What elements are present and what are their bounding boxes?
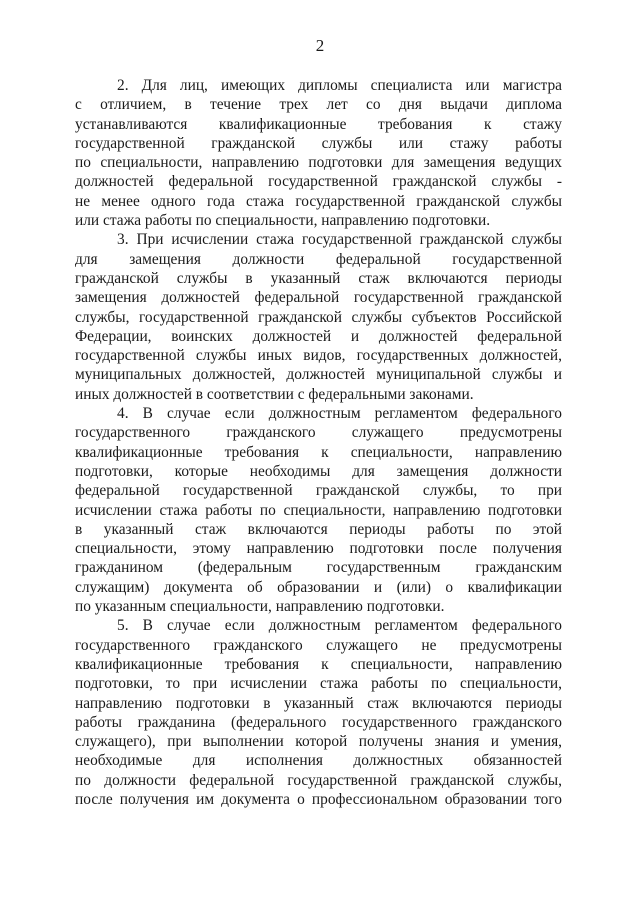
text-line: государственного гражданского служащего предусмотрены <box>75 424 562 442</box>
paragraph <box>75 76 562 230</box>
text-line: 2. Для лиц, имеющих дипломы специалиста или магистра <box>117 77 562 94</box>
text-line: или стажа работы по специальности, направлению подготовки. <box>75 212 491 230</box>
text-line: подготовки, то при исчислении стажа работы по специальности, <box>75 675 562 693</box>
text-line: государственного гражданского служащего не предусмотрены <box>75 636 562 654</box>
document-body <box>75 76 562 809</box>
text-line: 5. В случае если должностным регламентом федерального <box>117 617 562 635</box>
paragraph <box>75 616 562 809</box>
text-line: должностей федеральной государственной гражданской службы - <box>75 173 562 191</box>
text-line: государственной службы иных видов, государственных должностей, <box>75 347 562 365</box>
text-line: для замещения должности федеральной государственной <box>75 250 562 268</box>
text-line: квалификационные требования к специальности, направлению <box>75 443 562 461</box>
text-line: не менее одного года стажа государственной гражданской службы <box>75 192 562 210</box>
text-line: квалификационные требования к специальности, направлению <box>75 655 562 673</box>
text-line: необходимые для исполнения должностных обязанностей <box>75 752 562 770</box>
text-line: подготовки, которые необходимы для замещения должности <box>75 462 562 480</box>
text-line: федеральной государственной гражданской службы, то при <box>75 482 562 500</box>
text-line: служащим) документа об образовании и (или) о квалификации <box>75 578 562 596</box>
text-line: замещения должностей федеральной государственной гражданской <box>75 289 562 307</box>
text-line: служащего), при выполнении которой получены знания и умения, <box>75 733 562 751</box>
text-line: исчислении стажа работы по специальности, направлению подготовки <box>75 501 562 519</box>
text-line: государственной гражданской службы или стажу работы <box>75 134 562 152</box>
page-number: 2 <box>315 36 325 55</box>
text-line: специальности, этому направлению подготовки после получения <box>75 540 562 558</box>
text-line: 4. В случае если должностным регламентом федерального <box>117 405 562 423</box>
text-line: иных должностей в соответствии с федеральными законами. <box>75 385 474 403</box>
text-line: 3. При исчислении стажа государственной гражданской службы <box>117 231 562 249</box>
text-line: по указанным специальности, направлению подготовки. <box>75 598 445 616</box>
text-line: работы гражданина (федерального государственного гражданского <box>75 713 562 731</box>
text-line: устанавливаются квалификационные требования к стажу <box>75 115 562 133</box>
text-line: в указанный стаж включаются периоды работы по этой <box>75 520 562 538</box>
text-line: Федерации, воинских должностей и должностей федеральной <box>75 327 562 345</box>
text-line: после получения им документа о профессиональном образовании того <box>75 790 562 808</box>
paragraph <box>75 404 562 616</box>
text-line: по специальности, направлению подготовки для замещения ведущих <box>75 154 562 172</box>
text-line: по должности федеральной государственной гражданской службы, <box>75 771 562 789</box>
text-line: муниципальных должностей, должностей муниципальной службы и <box>75 366 562 384</box>
text-line: направлению подготовки в указанный стаж включаются периоды <box>75 694 562 712</box>
text-line: службы, государственной гражданской службы субъектов Российской <box>75 308 562 326</box>
text-line: гражданином (федеральным государственным гражданским <box>75 559 562 577</box>
text-line: с отличием, в течение трех лет со дня выдачи диплома <box>75 96 562 114</box>
paragraph <box>75 230 562 404</box>
text-line: гражданской службы в указанный стаж включаются периоды <box>75 269 562 287</box>
